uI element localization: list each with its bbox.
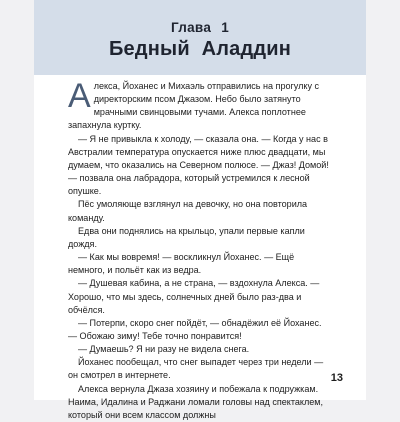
paragraph: Едва они поднялись на крыльцо, упали первые капли дождя. — [68, 225, 305, 249]
paragraph-text: лекса, Йоханес и Михаэль отправились на прогулку с директорским псом Джазом. Небо было затянуто мрачными свинцовыми тучами. Алекса поплотнее запахнула куртку. — [68, 81, 320, 131]
paragraph: — Душевая кабина, а не страна, — вздохнула Алекса. — Хорошо, что мы здесь, солнечных дней было раз-два и обчёлся. — [68, 278, 320, 315]
paragraph: Пёс умоляюще взглянул на девочку, но она повторила команду. — [68, 199, 308, 223]
paragraph: Йоханес пообещал, что снег выпадет через три недели — он смотрел в интернете. — [68, 357, 324, 381]
chapter-label: Глава 1 — [170, 20, 230, 35]
body-text — [68, 77, 332, 422]
paragraph: — Потерпи, скоро снег пойдёт, — обнадёжил её Йоханес. — Обожаю зиму! Тебе точно понравится! — [68, 317, 322, 341]
paragraph: Алекса вернула Джаза хозяину и побежала к подружкам. Наима, Идалина и Раджани ломали головы над спектаклем, который они всем классом должны — [68, 383, 324, 420]
page-number: 13 — [330, 372, 343, 384]
chapter-title: Бедный Аладдин — [108, 38, 292, 60]
paragraph: — Как мы вовремя! — воскликнул Йоханес. — Ещё немного, и польёт как из ведра. — [68, 252, 295, 276]
paragraph — [68, 77, 332, 133]
chapter-header — [34, 0, 366, 75]
paragraph: — Думаешь? Я ни разу не видела снега. — [78, 344, 250, 355]
book-page — [34, 0, 366, 420]
paragraph: — Я не привыкла к холоду, — сказала она. — Когда у нас в Австралии температура опускается ниже плюс двадцати, мы думаем, что оказались на Северном полюсе. — Джаз! Домой! — позвала она лабрадора, который устремился к лесной опушке. — [68, 133, 329, 197]
drop-cap: А — [68, 77, 91, 115]
